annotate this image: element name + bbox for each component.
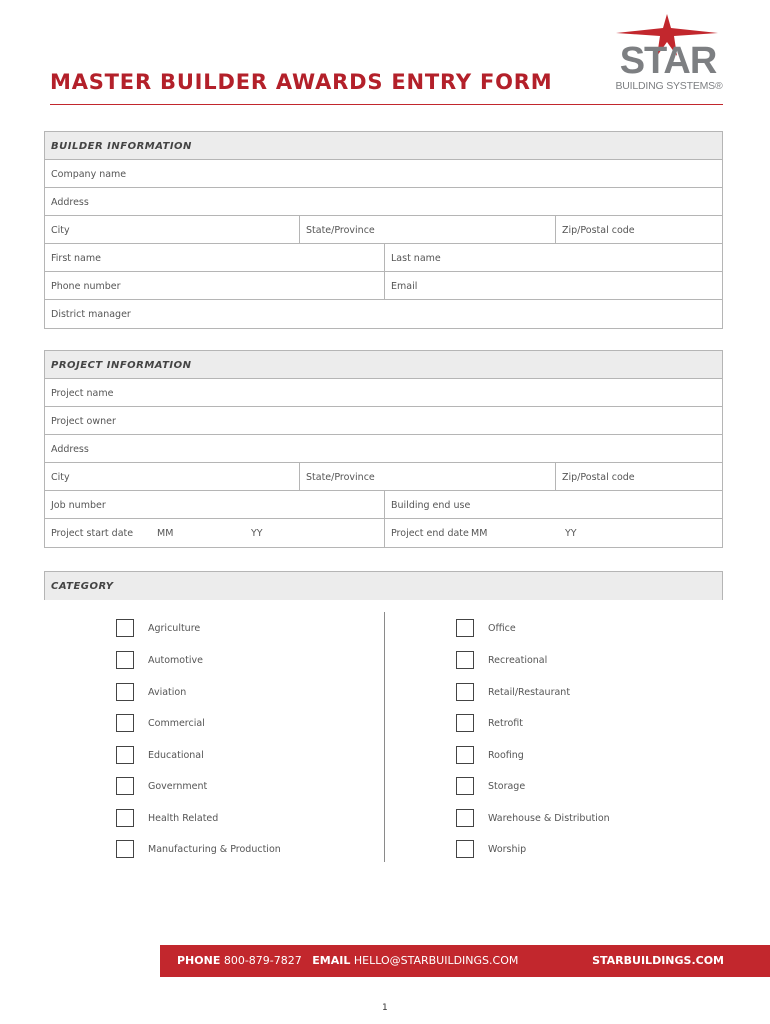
category-label: Warehouse & Distribution — [488, 812, 610, 824]
category-option-government[interactable] — [116, 776, 207, 796]
category-option-automotive[interactable] — [116, 650, 203, 670]
category-label: Retail/Restaurant — [488, 686, 571, 698]
category-option-educational[interactable] — [116, 745, 204, 765]
footer-contact — [177, 954, 518, 967]
warehouse-distribution-checkbox[interactable] — [456, 809, 474, 827]
agriculture-checkbox[interactable] — [116, 619, 134, 637]
last-name-field[interactable]: Last name — [391, 253, 441, 264]
building-end-use-field[interactable]: Building end use — [391, 500, 471, 511]
district-manager-field[interactable]: District manager — [51, 309, 131, 320]
company-name-field[interactable]: Company name — [51, 169, 127, 180]
manufacturing-production-checkbox[interactable] — [116, 840, 134, 858]
phone-number-field[interactable]: Phone number — [45, 272, 385, 299]
storage-checkbox[interactable] — [456, 777, 474, 795]
job-number-field[interactable]: Job number — [45, 491, 385, 518]
title-divider — [50, 104, 723, 105]
educational-checkbox[interactable] — [116, 746, 134, 764]
project-name-field[interactable]: Project name — [51, 388, 114, 399]
commercial-checkbox[interactable] — [116, 714, 134, 732]
category-option-commercial[interactable] — [116, 713, 205, 733]
form-title: MASTER BUILDER AWARDS ENTRY FORM — [50, 70, 553, 94]
category-column-divider — [384, 612, 385, 862]
category-heading: CATEGORY — [45, 572, 722, 600]
builder-state-field[interactable]: State/Province — [300, 216, 556, 243]
category-option-warehouse-distribution[interactable] — [456, 808, 610, 828]
category-option-roofing[interactable] — [456, 745, 524, 765]
recreational-checkbox[interactable] — [456, 651, 474, 669]
builder-information-heading: BUILDER INFORMATION — [45, 132, 722, 160]
category-option-manufacturing-production[interactable] — [116, 839, 281, 859]
office-checkbox[interactable] — [456, 619, 474, 637]
aviation-checkbox[interactable] — [116, 683, 134, 701]
automotive-checkbox[interactable] — [116, 651, 134, 669]
category-label: Aviation — [148, 686, 187, 698]
project-end-date-field[interactable] — [385, 519, 722, 547]
category-label: Educational — [148, 749, 204, 761]
end-date-mm-label: MM — [471, 528, 488, 539]
phone-value[interactable]: 800-879-7827 — [223, 954, 302, 967]
category-label: Storage — [488, 780, 526, 792]
roofing-checkbox[interactable] — [456, 746, 474, 764]
first-name-field[interactable]: First name — [45, 244, 385, 271]
logo-wordmark: STAR — [619, 40, 717, 82]
project-end-date-label: Project end date — [391, 528, 469, 539]
project-city-field[interactable]: City — [45, 463, 300, 490]
project-state-field[interactable]: State/Province — [300, 463, 556, 490]
builder-city-field[interactable]: City — [45, 216, 300, 243]
project-start-date-label: Project start date — [51, 528, 134, 539]
category-label: Manufacturing & Production — [148, 843, 281, 855]
email-label: EMAIL — [312, 954, 351, 967]
health-related-checkbox[interactable] — [116, 809, 134, 827]
category-option-retail-restaurant[interactable] — [456, 682, 570, 702]
logo-subtitle: BUILDING SYSTEMS® — [615, 80, 723, 92]
category-option-retrofit[interactable] — [456, 713, 523, 733]
category-section — [44, 571, 723, 600]
project-information-heading: PROJECT INFORMATION — [45, 351, 722, 379]
government-checkbox[interactable] — [116, 777, 134, 795]
start-date-yy-label: YY — [251, 528, 263, 539]
category-option-recreational[interactable] — [456, 650, 547, 670]
project-zip-field[interactable]: Zip/Postal code — [562, 472, 635, 483]
email-field[interactable]: Email — [391, 281, 418, 292]
category-label: Automotive — [148, 654, 203, 666]
footer-bar — [160, 945, 770, 977]
start-date-mm-label: MM — [157, 528, 174, 539]
project-address-field[interactable]: Address — [51, 444, 89, 455]
category-label: Roofing — [488, 749, 524, 761]
project-information-section — [44, 350, 723, 548]
category-label: Agriculture — [148, 622, 201, 634]
category-label: Retrofit — [488, 717, 523, 729]
category-option-storage[interactable] — [456, 776, 525, 796]
category-option-aviation[interactable] — [116, 682, 186, 702]
category-label: Office — [488, 622, 516, 634]
website-link[interactable]: STARBUILDINGS.COM — [592, 954, 724, 967]
phone-label: PHONE — [177, 954, 221, 967]
star-building-systems-logo — [608, 12, 726, 98]
page-number: 1 — [382, 1003, 388, 1013]
category-label: Commercial — [148, 717, 205, 729]
worship-checkbox[interactable] — [456, 840, 474, 858]
builder-address-field[interactable]: Address — [51, 197, 89, 208]
category-label: Government — [148, 780, 208, 792]
category-option-agriculture[interactable] — [116, 618, 200, 638]
category-label: Worship — [488, 843, 527, 855]
retrofit-checkbox[interactable] — [456, 714, 474, 732]
builder-information-section — [44, 131, 723, 329]
category-label: Recreational — [488, 654, 548, 666]
project-start-date-field[interactable] — [45, 519, 385, 547]
email-value[interactable]: HELLO@STARBUILDINGS.COM — [353, 954, 519, 967]
retail-restaurant-checkbox[interactable] — [456, 683, 474, 701]
project-owner-field[interactable]: Project owner — [51, 416, 116, 427]
builder-zip-field[interactable]: Zip/Postal code — [562, 225, 635, 236]
category-option-health-related[interactable] — [116, 808, 218, 828]
category-option-worship[interactable] — [456, 839, 526, 859]
category-label: Health Related — [148, 812, 219, 824]
end-date-yy-label: YY — [565, 528, 577, 539]
category-option-office[interactable] — [456, 618, 516, 638]
